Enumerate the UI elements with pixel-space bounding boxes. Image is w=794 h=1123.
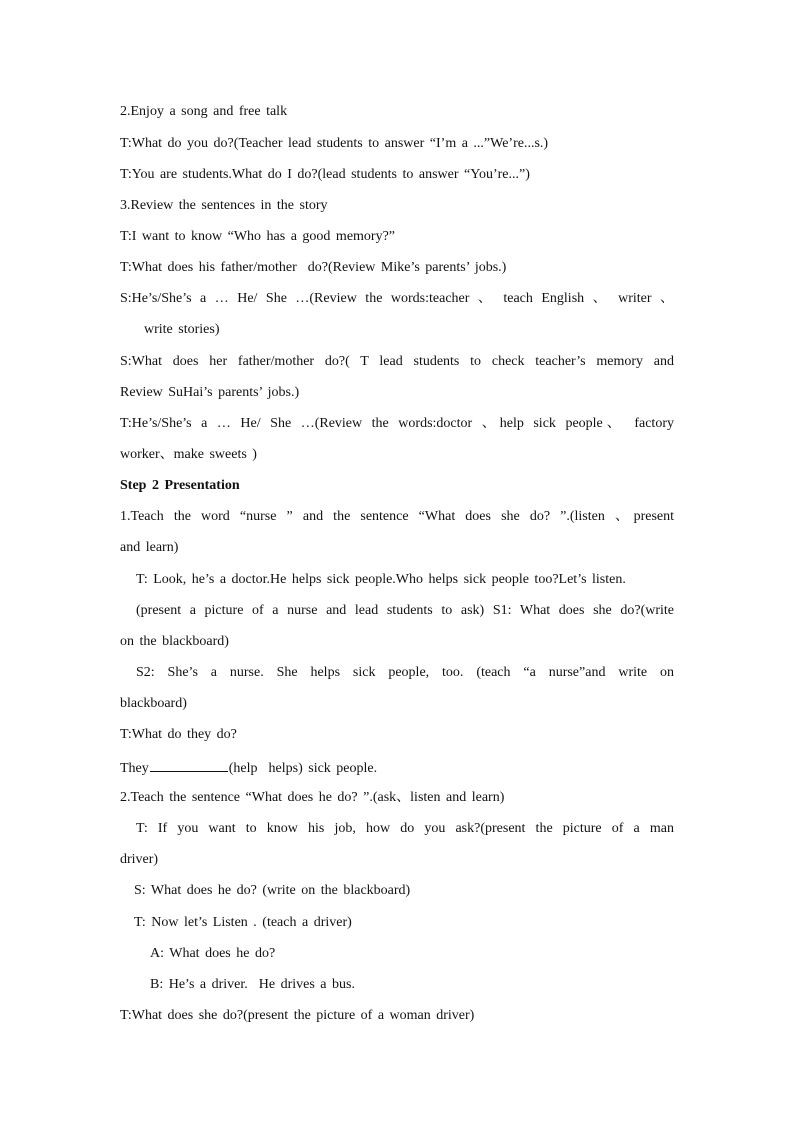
text-line: T:What does his father/mother do?(Review Mike’s parents’ jobs.) — [120, 260, 507, 275]
text-line: T:He’s/She’s a … He/ She …(Review the words:doctor 、help sick people、 factory — [120, 416, 674, 431]
text-line: and learn) — [120, 540, 179, 555]
answer-blank — [150, 759, 228, 772]
text-line: S:He’s/She’s a … He/ She …(Review the words:teacher 、 teach English 、 writer 、 — [120, 291, 674, 306]
section-heading: Step 2 Presentation — [120, 478, 240, 493]
fill-in-line — [120, 759, 377, 777]
text-line: T:You are students.What do I do?(lead students to answer “You’re...”) — [120, 167, 530, 182]
text-line: Review SuHai’s parents’ jobs.) — [120, 385, 300, 400]
text-line: driver) — [120, 852, 159, 867]
text-line: 2.Enjoy a song and free talk — [120, 104, 288, 119]
text-line: on the blackboard) — [120, 634, 229, 649]
text-line: worker、make sweets ) — [120, 447, 257, 462]
text-line: S: What does he do? (write on the blackboard) — [134, 883, 411, 898]
text-line: T:What does she do?(present the picture of a woman driver) — [120, 1008, 475, 1023]
text-line: A: What does he do? — [150, 946, 276, 961]
text-line: T: If you want to know his job, how do you ask?(present the picture of a man — [136, 821, 674, 836]
text-line: 3.Review the sentences in the story — [120, 198, 328, 213]
text-line: (present a picture of a nurse and lead students to ask) S1: What does she do?(write — [136, 603, 674, 618]
text-line: T:What do they do? — [120, 727, 237, 742]
text-segment: (help helps) sick people. — [228, 761, 378, 776]
text-line: S:What does her father/mother do?( T lead students to check teacher’s memory and — [120, 354, 674, 369]
text-line: S2: She’s a nurse. She helps sick people, too. (teach “a nurse”and write on — [136, 665, 674, 680]
text-line: T:What do you do?(Teacher lead students to answer “I’m a ...”We’re...s.) — [120, 136, 549, 151]
text-segment: They — [120, 761, 149, 776]
text-line: write stories) — [144, 322, 220, 337]
text-line: B: He’s a driver. He drives a bus. — [150, 977, 355, 992]
text-line: blackboard) — [120, 696, 187, 711]
text-line: T: Now let’s Listen . (teach a driver) — [134, 915, 352, 930]
text-line: 1.Teach the word “nurse ” and the sentence “What does she do? ”.(listen 、present — [120, 509, 674, 524]
text-line: T:I want to know “Who has a good memory?” — [120, 229, 396, 244]
text-line: 2.Teach the sentence “What does he do? ”.(ask、listen and learn) — [120, 790, 505, 805]
text-line: T: Look, he’s a doctor.He helps sick people.Who helps sick people too?Let’s listen. — [136, 572, 626, 587]
